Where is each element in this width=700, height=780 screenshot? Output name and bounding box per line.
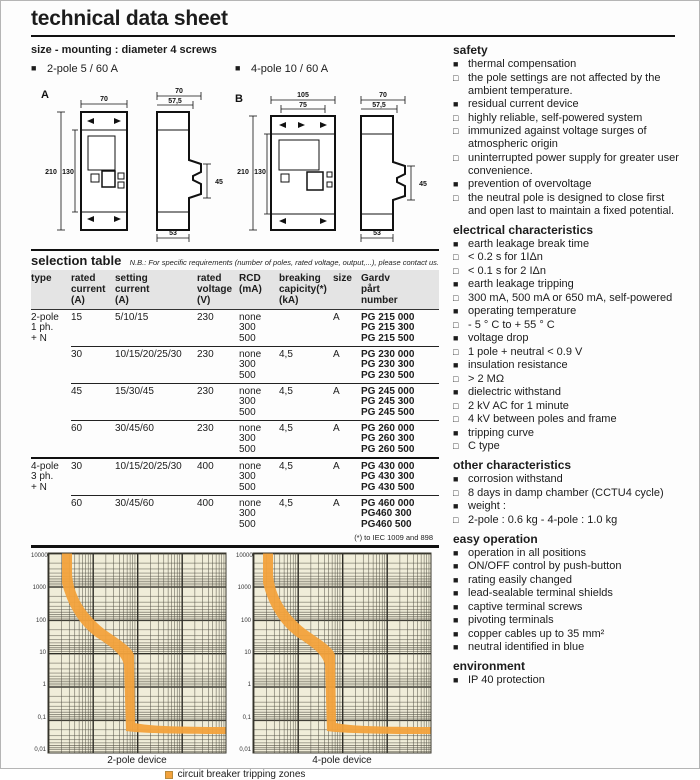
cell-rcd: none 300 500	[239, 497, 262, 530]
spec-list	[453, 473, 685, 527]
item-marker-icon: ■	[453, 588, 459, 598]
cell-type	[31, 346, 71, 383]
item-marker-icon: ■	[453, 387, 459, 397]
dim-label: 210	[237, 169, 249, 176]
item-text: operation in all positions	[468, 546, 587, 559]
item-marker-icon: ■	[453, 501, 459, 511]
col-header-setting-current: setting current (A)	[115, 273, 150, 306]
y-axis-tick: 10	[39, 649, 46, 656]
item-marker-icon: ■	[453, 642, 459, 652]
variant-list	[31, 63, 439, 75]
item-marker-icon: ■	[453, 675, 459, 685]
spec-item	[453, 487, 685, 500]
size-mounting-heading: size - mounting : diameter 4 screws	[31, 44, 217, 56]
selection-table	[31, 249, 439, 548]
selection-table-note: N.B.: For specific requirements (number of poles, rated voltage, output,...), please contact us.	[129, 258, 439, 267]
selection-table-heading: selection table	[31, 253, 122, 268]
item-marker-icon: □	[453, 514, 459, 525]
cell-part-numbers: PG 245 000 PG 245 300 PG 245 500	[361, 385, 415, 418]
dim-label: 105	[297, 92, 309, 99]
spec-item	[453, 641, 685, 654]
item-marker-icon: ■	[453, 574, 459, 585]
spec-item	[453, 674, 685, 687]
item-marker-icon: ■	[453, 615, 459, 625]
item-marker-icon: ■	[453, 99, 459, 109]
cell-type	[31, 495, 71, 532]
cell-size: A	[333, 348, 340, 360]
dim-label: 45	[419, 181, 427, 188]
section-heading: easy operation	[453, 531, 538, 546]
item-text: insulation resistance	[468, 359, 568, 371]
section-heading: other characteristics	[453, 458, 572, 472]
cell-breaking-capacity: 4,5	[279, 460, 293, 472]
cell-type	[31, 383, 71, 420]
spec-item	[453, 332, 685, 345]
section-easy-operation	[453, 533, 685, 655]
section-environment	[453, 660, 685, 687]
cell-setting-current: 30/45/60	[115, 497, 154, 509]
item-text: 8 days in damp chamber (CCTU4 cycle)	[468, 486, 664, 499]
item-text: uninterrupted power supply for greater user convenience.	[468, 151, 679, 177]
cell-breaking-capacity	[279, 313, 333, 345]
cell-rated-voltage: 400	[197, 460, 214, 472]
spec-item	[453, 112, 685, 125]
item-text: tripping curve	[468, 426, 535, 439]
cell-type: 2-pole 1 ph. + N	[31, 311, 59, 344]
cell-rcd: none 300 500	[239, 385, 262, 418]
item-marker-icon: □	[453, 292, 459, 303]
section-heading: safety	[453, 43, 488, 57]
spec-item	[453, 440, 685, 453]
spec-item	[453, 359, 685, 372]
item-text: pivoting terminals	[468, 614, 554, 626]
cell-size: A	[333, 497, 340, 509]
cell-breaking-capacity: 4,5	[279, 348, 293, 360]
col-header-part-number: Gardv pårt number	[361, 273, 398, 306]
item-text: the neutral pole is designed to close first and open last to maintain a fixed potential.	[468, 191, 675, 217]
item-marker-icon: □	[453, 112, 459, 123]
spec-item	[453, 238, 685, 251]
section-electrical-characteristics	[453, 224, 685, 454]
col-header-rated-current: rated current (A)	[71, 273, 106, 306]
spec-item	[453, 305, 685, 318]
y-axis-tick: 0,01	[34, 746, 46, 753]
item-text: thermal compensation	[468, 58, 577, 70]
item-text: prevention of overvoltage	[468, 178, 592, 190]
cell-part-numbers: PG 460 000 PG460 300 PG460 500	[361, 497, 415, 530]
spec-item	[453, 514, 685, 527]
item-text: C type	[468, 440, 500, 452]
cell-breaking-capacity: 4,5	[279, 385, 293, 397]
item-text: the pole settings are not affected by the ambient temperature.	[468, 71, 661, 97]
page-title: technical data sheet	[31, 7, 228, 30]
y-axis-2pole	[31, 553, 48, 753]
cell-setting-current: 10/15/20/25/30	[115, 348, 182, 360]
spec-item	[453, 473, 685, 486]
item-text: ON/OFF control by push-button	[468, 560, 622, 572]
drawing-label: A	[41, 89, 49, 101]
spec-item	[453, 292, 685, 305]
item-marker-icon: ■	[453, 474, 459, 484]
chart-4pole	[236, 553, 431, 766]
item-marker-icon: ■	[453, 179, 459, 189]
cell-setting-current: 15/30/45	[115, 385, 154, 397]
cell-rated-voltage: 230	[197, 422, 214, 434]
item-marker-icon: □	[453, 265, 459, 276]
item-marker-icon: ■	[453, 306, 459, 316]
item-text: voltage drop	[468, 332, 529, 344]
variant-4pole	[235, 63, 439, 75]
cell-rcd: none 300 500	[239, 460, 262, 493]
y-axis-tick: 1000	[32, 585, 46, 592]
cell-part-numbers: PG 430 000 PG 430 300 PG 430 500	[361, 460, 415, 493]
cell-breaking-capacity: 4,5	[279, 422, 293, 434]
chart-2pole	[31, 553, 226, 766]
front-view	[81, 112, 127, 230]
cell-rated-voltage: 230	[197, 311, 214, 323]
col-header-type: type	[31, 273, 52, 284]
drawing-label: B	[235, 93, 243, 105]
item-marker-icon: ■	[453, 333, 459, 343]
left-column	[31, 44, 439, 780]
cell-rated-voltage: 400	[197, 497, 214, 509]
spec-item	[453, 98, 685, 111]
cell-type: 4-pole 3 ph. + N	[31, 460, 59, 493]
spec-item	[453, 628, 685, 641]
item-marker-icon: □	[453, 487, 459, 498]
y-axis-tick: 100	[35, 617, 46, 624]
variant-label: 4-pole 10 / 60 A	[251, 63, 329, 75]
y-axis-tick: 10000	[31, 553, 48, 559]
item-marker-icon: □	[453, 441, 459, 451]
table-row-group	[31, 495, 439, 532]
dim-label: 70	[379, 92, 387, 99]
cell-size: A	[333, 422, 340, 434]
item-text: captive terminal screws	[468, 600, 583, 613]
item-marker-icon: □	[453, 346, 459, 357]
cell-rated-current: 30	[71, 460, 83, 472]
table-header-row	[31, 270, 439, 310]
dim-label: 53	[373, 230, 381, 237]
table-row-group	[31, 346, 439, 383]
dim-label: 57,5	[168, 98, 182, 105]
legend-swatch-orange	[165, 771, 173, 779]
cell-rcd: none 300 500	[239, 311, 262, 344]
tripping-curve-plot-4pole	[253, 553, 431, 753]
cell-rated-voltage: 230	[197, 348, 214, 360]
dim-label: 45	[215, 179, 223, 186]
spec-item	[453, 386, 685, 399]
section-heading: environment	[453, 659, 526, 673]
dim-label: 75	[299, 102, 307, 109]
spec-list	[453, 58, 685, 218]
item-marker-icon: □	[453, 72, 459, 83]
item-text: 1 pole + neutral < 0.9 V	[468, 345, 583, 358]
right-column	[453, 44, 685, 780]
y-axis-tick: 1	[247, 682, 251, 689]
spec-item	[453, 152, 685, 178]
item-marker-icon: ■	[453, 59, 459, 69]
item-text: < 0.2 s for 1IΔn	[468, 251, 543, 263]
cell-part-numbers: PG 230 000 PG 230 300 PG 230 500	[361, 348, 415, 381]
spec-item	[453, 192, 685, 218]
item-marker-icon: □	[453, 414, 459, 424]
y-axis-tick: 1	[42, 682, 46, 689]
item-marker-icon: ■	[453, 360, 459, 370]
item-text: 2-pole : 0.6 kg - 4-pole : 1.0 kg	[468, 513, 618, 526]
tripping-curve-charts	[31, 553, 439, 766]
item-text: operating temperature	[468, 305, 577, 317]
dim-label: 130	[62, 169, 74, 176]
table-row-group	[31, 383, 439, 420]
item-text: rating easily changed	[468, 573, 572, 586]
cell-rcd: none 300 500	[239, 422, 262, 455]
item-marker-icon: □	[453, 126, 459, 136]
col-header-breaking-capacity: breaking capicity(*) (kA)	[279, 273, 327, 306]
cell-breaking-capacity: 4,5	[279, 497, 293, 509]
dim-label: 57,5	[372, 102, 386, 109]
item-text: > 2 MΩ	[468, 372, 505, 385]
front-view	[271, 116, 335, 230]
item-text: immunized against voltage surges of atmospheric origin	[468, 125, 647, 150]
tripping-curve-plot-2pole	[48, 553, 226, 753]
table-row-group	[31, 310, 439, 346]
y-axis-tick: 0,01	[239, 746, 251, 753]
cell-setting-current: 10/15/20/25/30	[115, 460, 182, 472]
cell-size: A	[333, 311, 340, 323]
item-text: lead-sealable terminal shields	[468, 587, 613, 599]
item-marker-icon: ■	[453, 601, 459, 612]
y-axis-tick: 100	[240, 617, 251, 624]
side-view	[361, 116, 405, 230]
chart-caption: 4-pole device	[312, 755, 372, 766]
spec-item	[453, 319, 685, 332]
square-bullet-icon: ■	[31, 63, 37, 73]
item-marker-icon: ■	[453, 427, 459, 438]
cell-rcd: none 300 500	[239, 348, 262, 381]
cell-part-numbers: PG 260 000 PG 260 300 PG 260 500	[361, 422, 415, 455]
item-text: < 0.1 s for 2 IΔn	[468, 264, 546, 277]
spec-item	[453, 178, 685, 191]
table-row-group	[31, 457, 439, 495]
y-axis-tick: 10	[244, 649, 251, 656]
item-marker-icon: □	[453, 373, 459, 384]
spec-item	[453, 373, 685, 386]
col-header-rcd: RCD (mA)	[239, 273, 262, 295]
variant-2pole	[31, 63, 235, 75]
section-heading: electrical characteristics	[453, 222, 594, 237]
dim-label: 70	[100, 96, 108, 103]
item-marker-icon: □	[453, 192, 459, 203]
spec-item	[453, 614, 685, 627]
dim-label: 53	[169, 230, 177, 237]
spec-item	[453, 587, 685, 600]
dim-label: 70	[175, 88, 183, 95]
spec-item	[453, 400, 685, 413]
section-other-characteristics	[453, 459, 685, 527]
dimension-drawing-2pole	[31, 78, 229, 244]
spec-item	[453, 72, 685, 98]
item-marker-icon: ■	[453, 279, 459, 289]
spec-item	[453, 560, 685, 573]
item-text: IP 40 protection	[468, 674, 545, 686]
item-marker-icon: ■	[453, 547, 459, 558]
item-marker-icon: □	[453, 152, 459, 163]
cell-rated-current: 60	[71, 422, 83, 434]
table-row-group	[31, 420, 439, 457]
item-text: neutral identified in blue	[468, 641, 585, 653]
dim-label: 210	[45, 169, 57, 176]
item-text: copper cables up to 35 mm²	[468, 627, 605, 640]
cell-part-numbers: PG 215 000 PG 215 300 PG 215 500	[361, 311, 415, 344]
cell-rated-current: 15	[71, 311, 83, 323]
title-rule	[31, 35, 675, 37]
spec-list	[453, 238, 685, 454]
cell-size: A	[333, 460, 340, 472]
item-marker-icon: □	[453, 252, 459, 262]
cell-rated-voltage: 230	[197, 385, 214, 397]
spec-item	[453, 500, 685, 513]
section-safety	[453, 44, 685, 218]
y-axis-4pole	[236, 553, 253, 753]
spec-item	[453, 251, 685, 264]
spec-item	[453, 265, 685, 278]
item-text: earth leakage break time	[468, 237, 590, 250]
spec-item	[453, 278, 685, 291]
spec-item	[453, 346, 685, 359]
spec-item	[453, 413, 685, 426]
square-bullet-icon: ■	[235, 63, 241, 73]
cell-type	[31, 420, 71, 457]
dim-label: 130	[254, 169, 266, 176]
chart-legend	[31, 769, 439, 780]
item-text: 4 kV between poles and frame	[468, 413, 617, 425]
col-header-size: size	[333, 273, 352, 284]
variant-label: 2-pole 5 / 60 A	[47, 63, 118, 75]
item-text: earth leakage tripping	[468, 278, 574, 290]
item-text: dielectric withstand	[468, 386, 561, 398]
item-text: 2 kV AC for 1 minute	[468, 399, 569, 412]
spec-item	[453, 601, 685, 614]
spec-item	[453, 547, 685, 560]
cell-setting-current: 30/45/60	[115, 422, 154, 434]
table-footnote: (*) to IEC 1009 and 898	[354, 533, 433, 542]
cell-rated-current: 45	[71, 385, 83, 397]
spec-item	[453, 574, 685, 587]
item-text: 300 mA, 500 mA or 650 mA, self-powered	[468, 291, 673, 304]
item-marker-icon: ■	[453, 561, 459, 571]
y-axis-tick: 1000	[237, 585, 251, 592]
y-axis-tick: 0,1	[242, 714, 251, 721]
legend-label: circuit breaker tripping zones	[177, 769, 306, 780]
cell-rated-current: 30	[71, 348, 83, 360]
spec-item	[453, 427, 685, 440]
cell-size: A	[333, 385, 340, 397]
y-axis-tick: 10000	[236, 553, 253, 559]
item-text: residual current device	[468, 98, 579, 110]
item-text: highly reliable, self-powered system	[468, 111, 643, 124]
spec-item	[453, 58, 685, 71]
dimension-drawings	[31, 78, 439, 246]
item-marker-icon: □	[453, 319, 459, 330]
side-view	[157, 112, 201, 230]
item-marker-icon: □	[453, 400, 459, 411]
spec-list	[453, 674, 685, 687]
col-header-rated-voltage: rated voltage (V)	[197, 273, 233, 306]
spec-list	[453, 547, 685, 655]
cell-setting-current: 5/10/15	[115, 311, 149, 323]
item-marker-icon: ■	[453, 628, 459, 639]
y-axis-tick: 0,1	[37, 714, 46, 721]
dimension-drawing-4pole	[229, 78, 439, 244]
chart-caption: 2-pole device	[107, 755, 167, 766]
cell-rated-current: 60	[71, 497, 83, 509]
item-text: - 5 ° C to + 55 ° C	[468, 318, 555, 331]
spec-item	[453, 125, 685, 151]
item-marker-icon: ■	[453, 238, 459, 249]
item-text: corrosion withstand	[468, 473, 563, 485]
item-text: weight :	[468, 500, 506, 512]
